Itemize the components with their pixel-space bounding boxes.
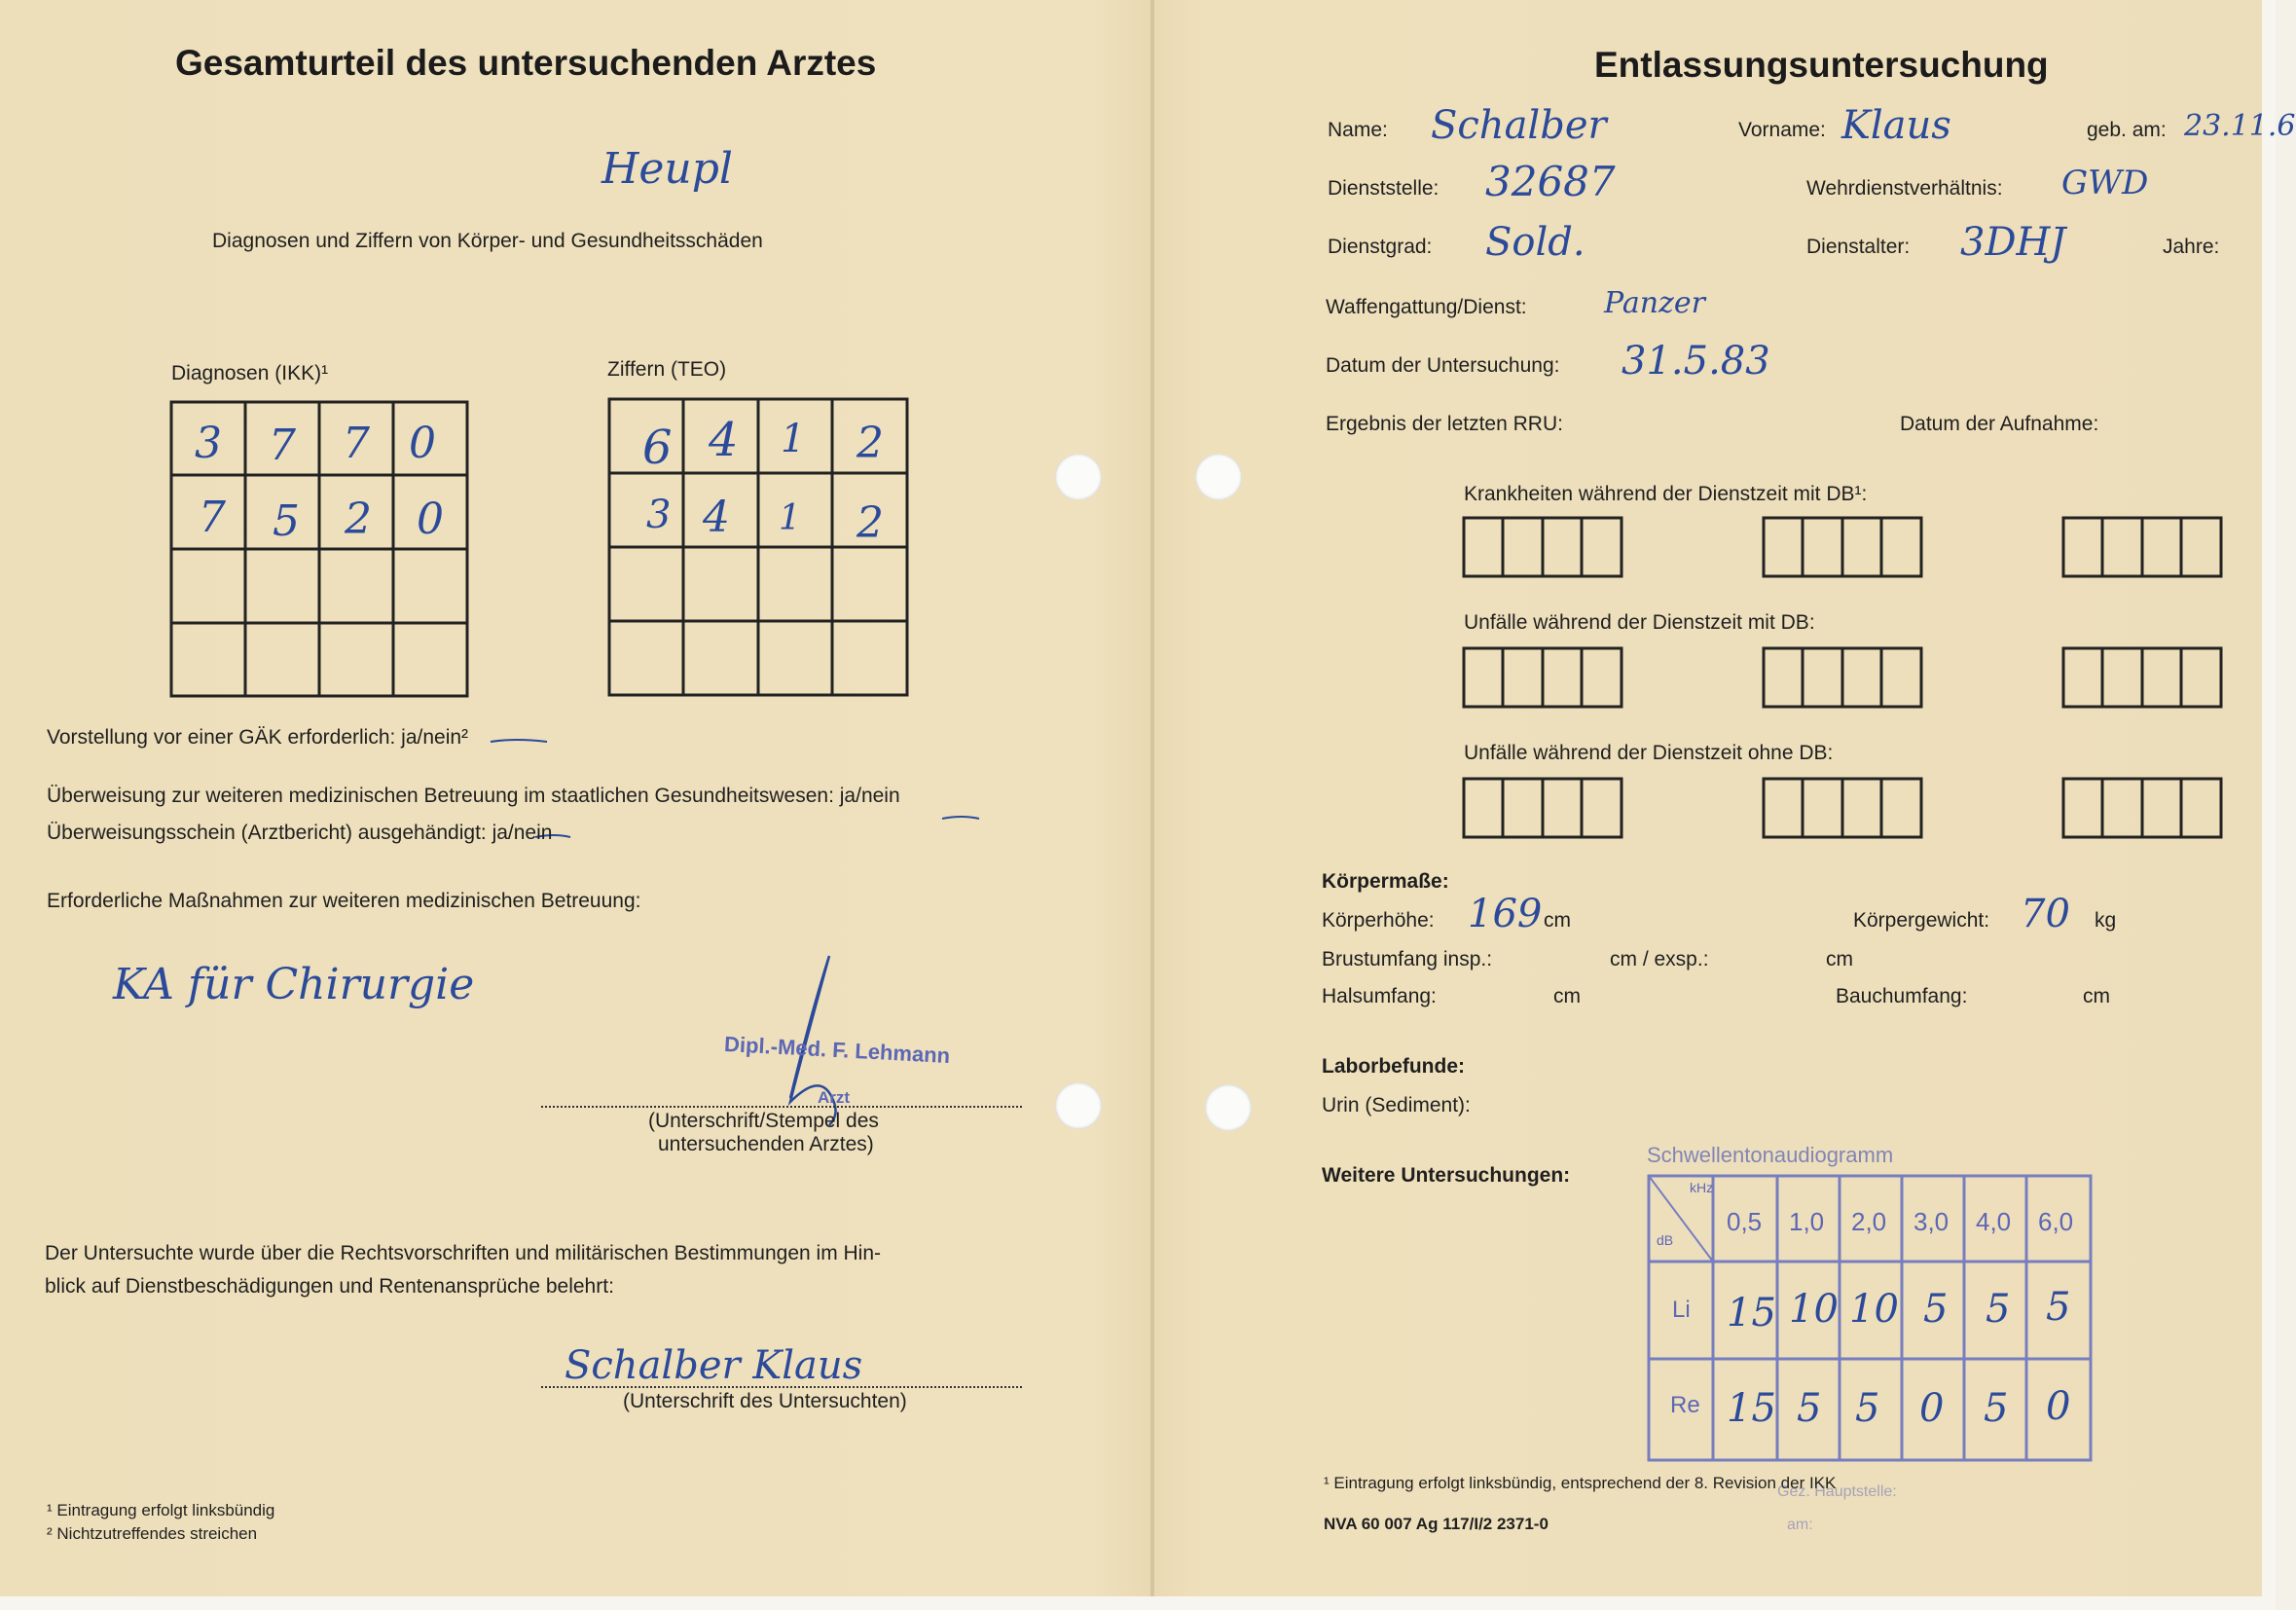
geb-label: geb. am: [2087,119,2167,141]
audio-freq: 2,0 [1851,1207,1887,1236]
bauch-label: Bauchumfang: [1836,985,1968,1007]
waffengattung-value: Panzer [1604,286,1705,320]
ziff-cell: 2 [856,419,884,468]
box-unf-3 [2063,648,2221,707]
name-value: Schalber [1431,103,1607,148]
diag-cell: 0 [409,419,436,468]
punch-hole [1055,1082,1102,1129]
box-ohne-3 [2063,779,2221,837]
ueberweisungsschein-text: Überweisungsschein (Arztbericht) ausgehändigt: ja/nein [47,822,553,844]
box-unf-1 [1464,648,1622,707]
vorstellung-text: Vorstellung vor einer GÄK erforderlich: ja/nein² [47,726,469,749]
krankheiten-label: Krankheiten während der Dienstzeit mit DB¹: [1464,483,1868,505]
diagnosis-caption: Diagnosen und Ziffern von Körper- und Gesundheitsschäden [212,230,763,252]
koerpergewicht-unit: kg [2095,909,2117,932]
unfaelle-ohne-label: Unfälle während der Dienstzeit ohne DB: [1464,742,1834,764]
hals-unit: cm [1553,985,1581,1007]
ziff-cell: 2 [856,498,884,548]
jahre-label: Jahre: [2163,236,2220,258]
brust-label: Brustumfang insp.: [1322,948,1493,970]
ziff-cell: 4 [703,493,730,542]
audio-re-value: 0 [1919,1386,1945,1431]
right-title: Entlassungsuntersuchung [1594,45,2049,85]
diagnosis-handwritten: Heupl [601,144,733,194]
diag-cell: 0 [417,494,444,544]
punch-hole [1195,454,1242,500]
name-label: Name: [1328,119,1388,141]
punch-hole [1205,1084,1252,1131]
datum-value: 31.5.83 [1622,339,1770,384]
scan-edge [2262,0,2276,1610]
audio-freq: 0,5 [1727,1207,1763,1236]
audio-re-value: 5 [1984,1386,2009,1431]
koerperhoehe-value: 169 [1468,892,1543,936]
koerperhoehe-unit: cm [1544,909,1571,932]
massnahmen-label: Erforderliche Maßnahmen zur weiteren medizinischen Betreuung: [47,890,641,912]
ziff-cell: 1 [779,498,801,538]
scan-edge [0,1596,2276,1610]
wehrdienst-value: GWD [2061,164,2149,202]
box-krank-2 [1764,518,1921,576]
diag-cell: 2 [345,494,372,544]
patient-signature: Schalber Klaus [565,1343,863,1388]
punch-hole [1055,454,1102,500]
stamp-bottom-2: am: [1787,1517,1813,1533]
audio-re-value: 5 [1855,1386,1880,1431]
audio-header-db: dB [1657,1232,1674,1248]
audio-header-khz: kHz [1690,1180,1714,1195]
box-krank-3 [2063,518,2221,576]
dienstalter-label: Dienstalter: [1806,236,1911,258]
labor-label: Laborbefunde: [1322,1055,1465,1078]
patient-signature-line [541,1386,1022,1388]
urin-label: Urin (Sediment): [1322,1094,1471,1116]
geb-value: 23.11.6 [2184,109,2296,143]
diag-cell: 7 [269,421,296,470]
koerpergewicht-value: 70 [2021,892,2070,936]
unfaelle-db-label: Unfälle während der Dienstzeit mit DB: [1464,611,1815,634]
doctor-stamp-name: Dipl.-Med. F. Lehmann [723,1031,951,1069]
bauch-unit: cm [2083,985,2110,1007]
doctor-caption-2: untersuchenden Arztes) [658,1133,874,1155]
box-ohne-1 [1464,779,1622,837]
box-unf-2 [1764,648,1921,707]
audio-freq: 6,0 [2038,1207,2074,1236]
grid-ziff-label: Ziffern (TEO) [607,358,727,381]
ziff-cell: 6 [642,421,673,475]
weitere-label: Weitere Untersuchungen: [1322,1164,1571,1187]
aufnahme-label: Datum der Aufnahme: [1900,413,2099,435]
dienststelle-label: Dienststelle: [1328,177,1440,200]
audio-freq: 4,0 [1976,1207,2012,1236]
koerperhoehe-label: Körperhöhe: [1322,909,1435,932]
ziff-cell: 4 [709,413,739,467]
diag-cell: 5 [273,496,300,546]
vorname-value: Klaus [1841,103,1951,148]
audio-stamp-title: Schwellentonaudiogramm [1647,1143,1894,1167]
box-krank-1 [1464,518,1622,576]
koerpermasse-label: Körpermaße: [1322,870,1449,893]
doctor-stamp-title: Arzt [818,1088,851,1107]
left-title: Gesamturteil des untersuchenden Arztes [175,43,877,83]
left-footnote-2: ² Nichtzutreffendes streichen [47,1524,258,1543]
audio-li-value: 5 [2046,1285,2071,1330]
right-footnote: ¹ Eintragung erfolgt linksbündig, entsprechend der 8. Revision der IKK [1324,1474,1837,1492]
audio-re-value: 0 [2046,1384,2071,1429]
massnahmen-handwritten: KA für Chirurgie [113,960,475,1009]
koerpergewicht-label: Körpergewicht: [1853,909,1990,932]
dienstgrad-label: Dienstgrad: [1328,236,1433,258]
audio-li-value: 10 [1849,1287,1899,1332]
form-number: NVA 60 007 Ag 117/I/2 2371-0 [1324,1515,1549,1533]
audio-row-re-label: Re [1670,1392,1700,1418]
audio-li-value: 5 [1923,1287,1949,1332]
doctor-caption-1: (Unterschrift/Stempel des [648,1110,879,1132]
diag-cell: 7 [343,419,370,468]
audio-li-value: 10 [1789,1287,1839,1332]
diag-cell: 3 [195,419,222,468]
belehrung-line2: blick auf Dienstbeschädigungen und Rentenansprüche belehrt: [45,1275,614,1298]
dienstgrad-value: Sold. [1485,220,1585,265]
stamp-bottom-1: Gez. Hauptstelle: [1777,1483,1897,1500]
patient-caption: (Unterschrift des Untersuchten) [623,1390,907,1412]
wehrdienst-label: Wehrdienstverhältnis: [1806,177,2003,200]
hals-label: Halsumfang: [1322,985,1437,1007]
audio-re-value: 15 [1727,1386,1776,1431]
diag-cell: 7 [199,493,226,542]
dienststelle-value: 32687 [1485,158,1616,205]
box-ohne-2 [1764,779,1921,837]
rru-label: Ergebnis der letzten RRU: [1326,413,1563,435]
left-footnote-1: ¹ Eintragung erfolgt linksbündig [47,1501,275,1519]
ziff-cell: 1 [781,417,806,461]
audio-li-value: 15 [1727,1291,1776,1336]
ziff-cell: 3 [646,493,672,537]
belehrung-line1: Der Untersuchte wurde über die Rechtsvorschriften und militärischen Bestimmungen im Hin- [45,1242,882,1264]
audio-row-li-label: Li [1672,1297,1691,1323]
brust-unit: cm [1826,948,1853,970]
center-fold [1150,0,1154,1596]
audio-li-value: 5 [1986,1287,2011,1332]
audio-freq: 3,0 [1913,1207,1950,1236]
doctor-signature-line [541,1106,1022,1108]
waffengattung-label: Waffengattung/Dienst: [1326,296,1527,318]
grid-diag-label: Diagnosen (IKK)¹ [171,362,329,384]
audio-freq: 1,0 [1789,1207,1825,1236]
ueberweisung-text: Überweisung zur weiteren medizinischen Betreuung im staatlichen Gesundheitswesen: ja/nein [47,785,900,807]
dienstalter-value: 3DHJ [1960,220,2066,265]
audio-re-value: 5 [1797,1386,1822,1431]
brust-mid: cm / exsp.: [1610,948,1709,970]
datum-label: Datum der Untersuchung: [1326,354,1560,377]
vorname-label: Vorname: [1738,119,1826,141]
